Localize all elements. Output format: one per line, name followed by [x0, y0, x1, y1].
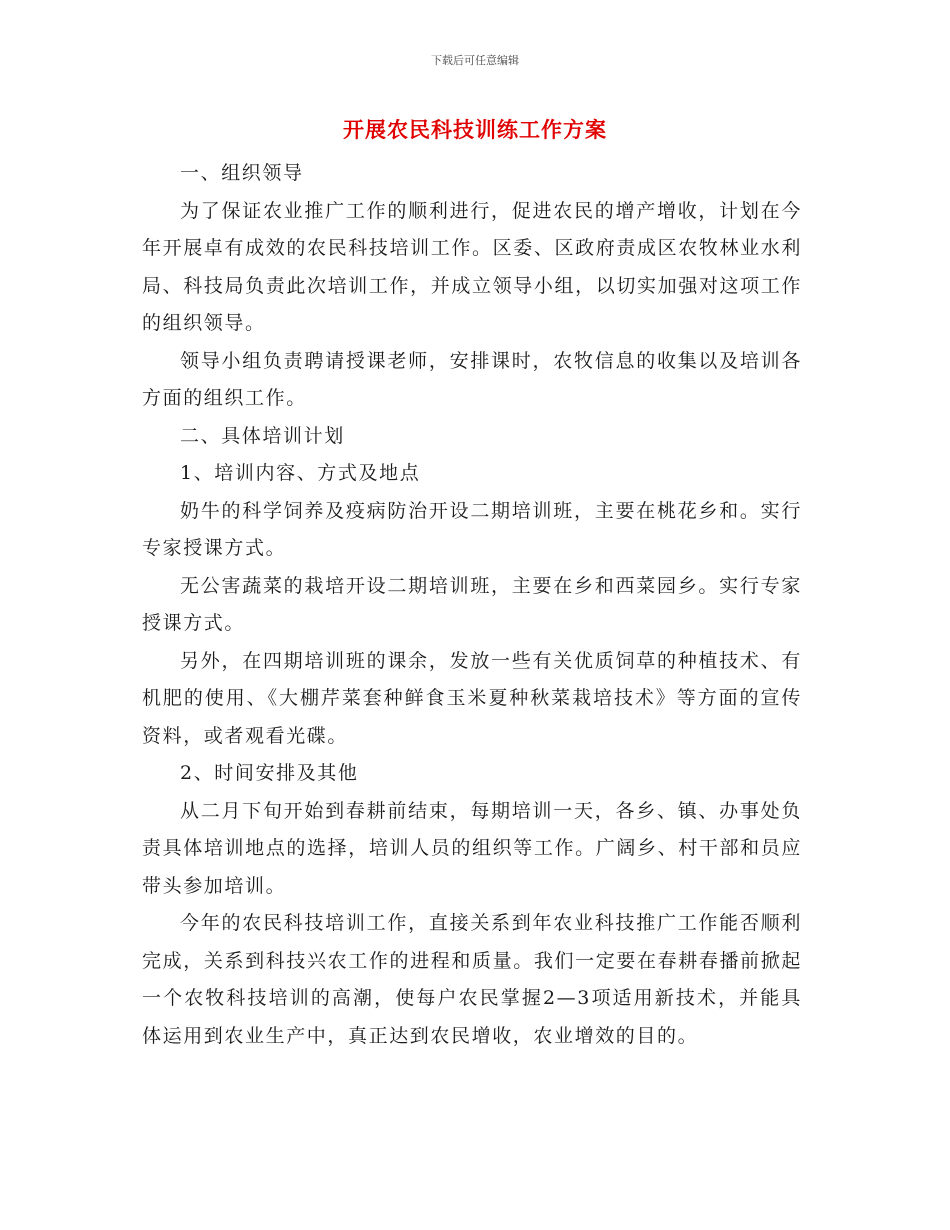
document-body: [142, 155, 802, 1055]
paragraph-schedule: 从二月下旬开始到春耕前结束，每期培训一天，各乡、镇、办事处负责具体培训地点的选择，培训人员的组织等工作。广阔乡、村干部和员应带头参加培训。: [142, 799, 802, 897]
document-title: 开展农民科技训练工作方案: [343, 118, 607, 142]
page-header: 下载后可任意编辑: [431, 54, 519, 67]
paragraph-materials: 另外，在四期培训班的课余，发放一些有关优质饲草的种植技术、有机肥的使用、《大棚芹菜套种鲜食玉米夏种秋菜栽培技术》等方面的宣传资料，或者观看光碟。: [142, 649, 802, 747]
subheading-schedule: 2、时间安排及其他: [180, 762, 359, 784]
paragraph-purpose: 为了保证农业推广工作的顺利进行，促进农民的增产增收，计划在今年开展卓有成效的农民科技培训工作。区委、区政府责成区农牧林业水利局、科技局负责此次培训工作，并成立领导小组，以切实加强对这项工作的组织领导。: [142, 199, 802, 334]
paragraph-vegetable-training: 无公害蔬菜的栽培开设二期培训班，主要在乡和西菜园乡。实行专家授课方式。: [142, 574, 802, 634]
paragraph-leadership-group: 领导小组负责聘请授课老师，安排课时，农牧信息的收集以及培训各方面的组织工作。: [142, 349, 802, 409]
subheading-content-method-location: 1、培训内容、方式及地点: [180, 462, 421, 484]
heading-training-plan: 二、具体培训计划: [180, 424, 345, 447]
paragraph-dairy-training: 奶牛的科学饲养及疫病防治开设二期培训班，主要在桃花乡和。实行专家授课方式。: [142, 499, 802, 559]
paragraph-conclusion: 今年的农民科技培训工作，直接关系到年农业科技推广工作能否顺利完成，关系到科技兴农工作的进程和质量。我们一定要在春耕春播前掀起一个农牧科技培训的高潮，使每户农民掌握2—3项适用新技术，并能具体运用到农业生产中，真正达到农民增收，农业增效的目的。: [142, 912, 802, 1047]
heading-organization: 一、组织领导: [180, 162, 304, 184]
